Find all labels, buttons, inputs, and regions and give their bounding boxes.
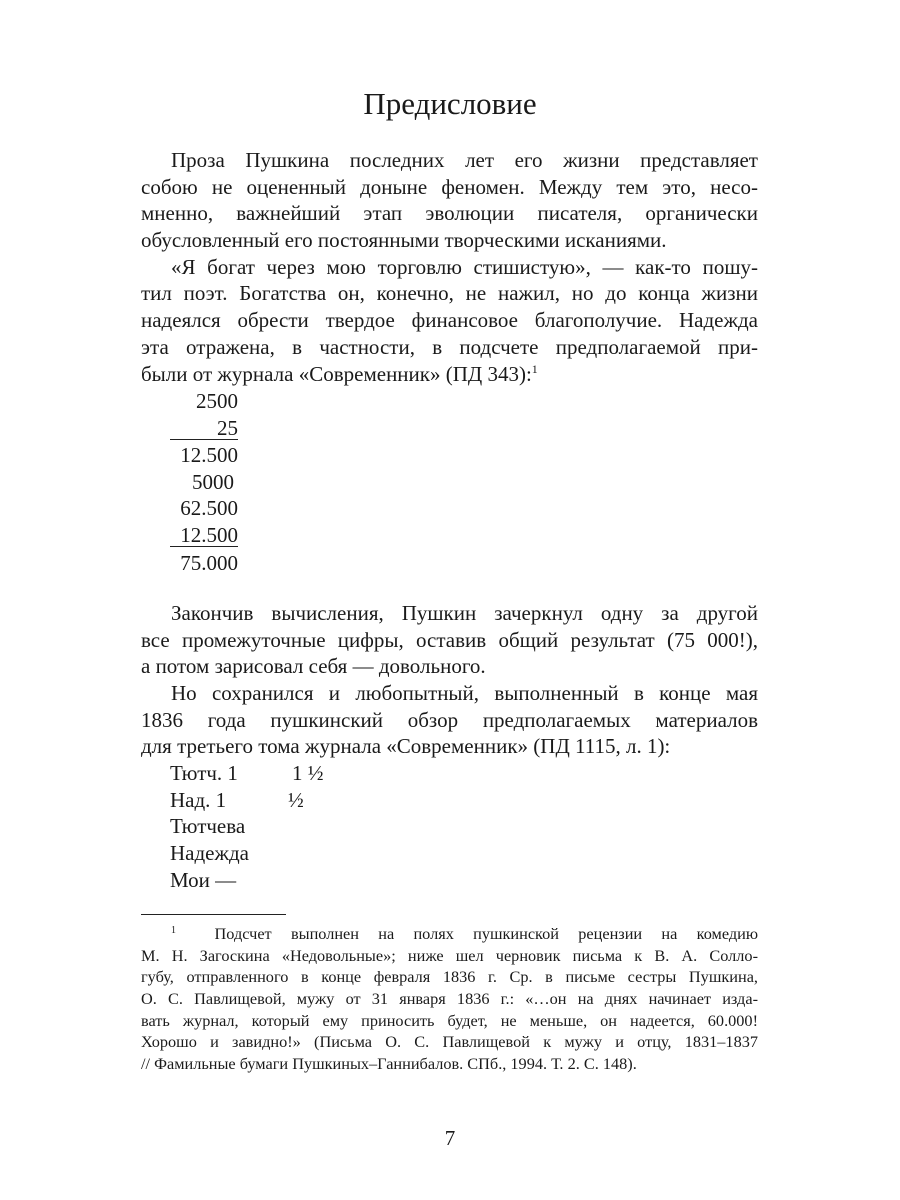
text-line: О. С. Павлищевой, мужу от 31 января 1836 г.: «…он на днях начинает изда- <box>141 989 758 1009</box>
text-line: Закончив вычисления, Пушкин зачеркнул одну за другой <box>171 601 758 625</box>
text-line: эта отражена, в частности, в подсчете предполагаемой при- <box>141 334 758 359</box>
material-name: Тютчева <box>170 814 246 839</box>
footnote-divider <box>141 914 286 915</box>
text-line: М. Н. Загоскина «Недовольные»; ниже шел черновик письма к В. А. Солло- <box>141 945 758 965</box>
text-line: «Я богат через мою торговлю стишистую», — как-то пошу- <box>171 254 758 279</box>
page-number: 7 <box>444 1126 456 1150</box>
text-line: губу, отправленного в конце февраля 1836 г. Ср. в письме сестры Пушкина, <box>141 967 758 987</box>
text-line <box>141 361 758 388</box>
text-line: вать журнал, который ему приносить будет, не меньше, он надеется, 60.000! <box>141 1010 758 1030</box>
footnote-reference[interactable]: 1 <box>531 361 538 376</box>
calculation <box>170 388 238 576</box>
material-value: 1 ½ <box>292 761 324 785</box>
text-span: Подсчет выполнен на полях пушкинской рецензии на комедию <box>214 924 758 943</box>
text-line: Хорошо и завидно!» (Письма О. С. Павлищевой к мужу и отцу, 1831–1837 <box>141 1032 758 1052</box>
calc-row-underlined: 25 <box>170 415 238 440</box>
text-line: Но сохранился и любопытный, выполненный в конце мая <box>171 681 758 706</box>
text-line: // Фамильные бумаги Пушкиных–Ганнибалов. СПб., 1994. Т. 2. С. 148). <box>141 1054 637 1074</box>
text-line: все промежуточные цифры, оставив общий результат (75 000!), <box>141 627 758 652</box>
text-line: для третьего тома журнала «Современник» (ПД 1115, л. 1): <box>141 734 671 759</box>
material-name: Надежда <box>170 841 250 866</box>
text-line <box>141 923 758 945</box>
paragraph-3 <box>141 600 758 760</box>
text-span: были от журнала «Современник» (ПД 343): <box>141 361 532 386</box>
text-line: а потом зарисовал себя — довольного. <box>141 654 486 679</box>
text-line: надеялся обрести твердое финансовое благополучие. Надежда <box>141 308 758 333</box>
materials-list <box>170 760 470 893</box>
materials-row <box>170 840 470 867</box>
materials-row <box>170 760 470 787</box>
text-line: 1836 года пушкинский обзор предполагаемых материалов <box>141 707 758 732</box>
materials-row <box>170 813 470 840</box>
calc-row-underlined: 12.500 <box>170 522 238 547</box>
material-name: Над. 1 <box>170 787 227 812</box>
chapter-title: Предисловие <box>363 86 537 121</box>
materials-row <box>170 867 470 894</box>
calc-row: 5000 <box>192 469 234 494</box>
paragraph-1 <box>141 147 758 387</box>
calc-row: 62.500 <box>180 496 238 521</box>
text-line: Проза Пушкина последних лет его жизни представляет <box>171 148 758 172</box>
material-value: ½ <box>288 787 304 812</box>
text-line: обусловленный его постоянными творческими исканиями. <box>141 228 667 253</box>
footnote-number: 1 <box>171 925 176 936</box>
material-name: Тютч. 1 <box>170 761 238 785</box>
material-name: Мои — <box>170 867 237 892</box>
text-line: тил поэт. Богатства он, конечно, не нажил, но до конца жизни <box>141 281 758 306</box>
calc-row: 2500 <box>196 389 238 413</box>
calc-row: 12.500 <box>180 443 238 468</box>
text-line: собою не оцененный доныне феномен. Между тем это, несо- <box>141 174 758 199</box>
materials-row <box>170 787 470 814</box>
calc-row: 75.000 <box>180 550 238 575</box>
text-line: мненно, важнейший этап эволюции писателя, органически <box>141 201 758 226</box>
footnote <box>141 923 758 1075</box>
